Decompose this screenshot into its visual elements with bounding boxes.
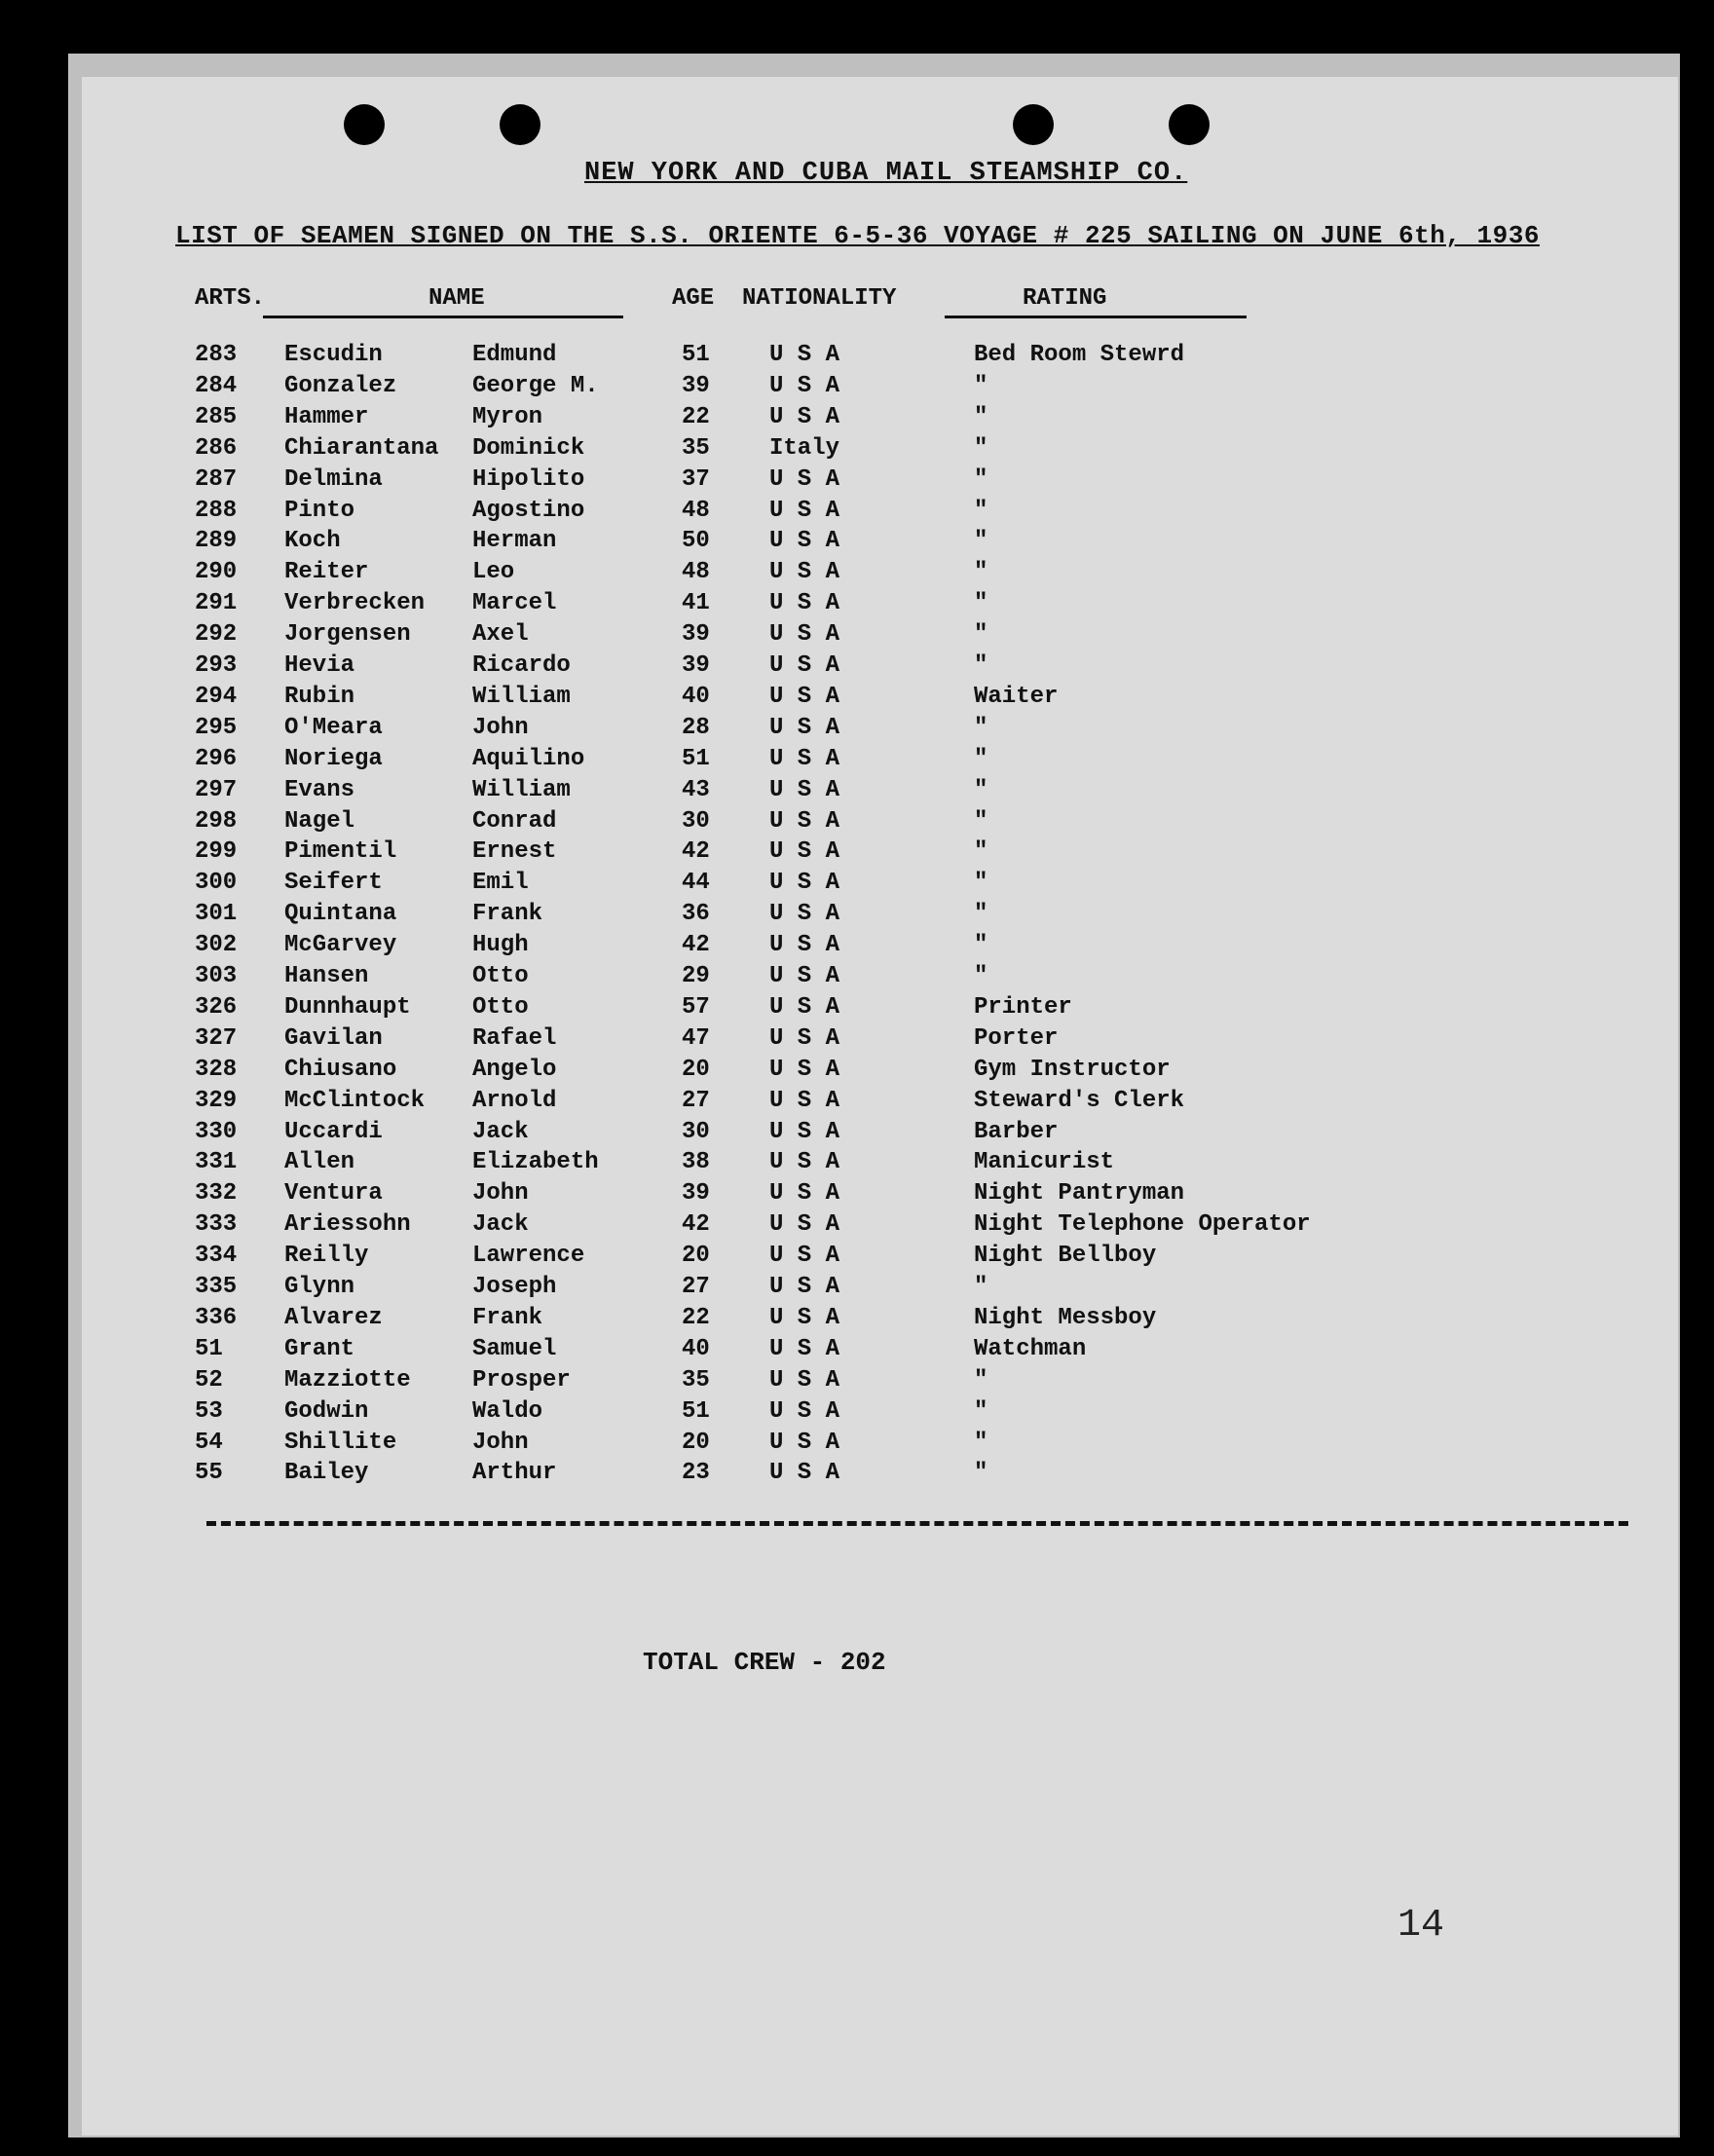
total-crew: TOTAL CREW - 202 [643, 1648, 886, 1677]
cell-rating: " [974, 528, 988, 555]
table-row [68, 528, 1680, 559]
cell-first: Axel [472, 621, 529, 649]
cell-age: 44 [682, 870, 710, 897]
cell-last: Shillite [284, 1429, 397, 1456]
cell-first: Conrad [472, 807, 557, 835]
cell-first: William [472, 776, 571, 803]
cell-age: 42 [682, 1211, 710, 1239]
cell-rating: " [974, 901, 988, 928]
table-row [68, 1367, 1680, 1398]
cell-first: Hugh [472, 932, 529, 959]
cell-age: 35 [682, 1366, 710, 1394]
cell-age: 42 [682, 932, 710, 959]
cell-rating: Watchman [974, 1335, 1087, 1362]
cell-first: Hipolito [472, 465, 585, 493]
cell-first: Leo [472, 559, 515, 586]
cell-rating: " [974, 714, 988, 741]
cell-nat: U S A [769, 1024, 840, 1052]
cell-age: 48 [682, 559, 710, 586]
cell-no: 52 [195, 1366, 223, 1394]
table-row [68, 435, 1680, 466]
table-row [68, 590, 1680, 621]
cell-age: 57 [682, 993, 710, 1021]
cell-first: John [472, 1180, 529, 1208]
cell-no: 286 [195, 434, 238, 462]
cell-no: 284 [195, 372, 238, 399]
cell-nat: U S A [769, 342, 840, 368]
cell-rating: " [974, 745, 988, 772]
table-row [68, 1336, 1680, 1367]
cell-nat: U S A [769, 1087, 840, 1114]
cell-first: John [472, 1429, 529, 1456]
cell-rating: " [974, 1429, 988, 1456]
cell-age: 23 [682, 1460, 710, 1487]
cell-no: 51 [195, 1335, 223, 1362]
cell-age: 48 [682, 497, 710, 524]
cell-first: Arnold [472, 1087, 557, 1114]
cell-age: 28 [682, 714, 710, 741]
cell-no: 329 [195, 1087, 238, 1114]
table-row [68, 994, 1680, 1025]
table-row [68, 342, 1680, 373]
cell-first: Otto [472, 963, 529, 989]
table-row [68, 808, 1680, 839]
cell-nat: U S A [769, 1274, 840, 1300]
cell-age: 30 [682, 1118, 710, 1145]
cell-nat: U S A [769, 1429, 840, 1456]
punch-hole [1013, 104, 1054, 145]
table-row [68, 1057, 1680, 1088]
cell-rating: Night Pantryman [974, 1180, 1185, 1208]
table-row [68, 404, 1680, 435]
cell-rating: " [974, 652, 988, 679]
cell-age: 27 [682, 1087, 710, 1114]
cell-no: 301 [195, 901, 238, 928]
table-row [68, 498, 1680, 529]
cell-no: 326 [195, 993, 238, 1021]
cell-age: 40 [682, 683, 710, 710]
header-name: NAME [428, 285, 485, 312]
cell-rating: " [974, 403, 988, 430]
cell-first: Agostino [472, 497, 585, 524]
cell-age: 20 [682, 1243, 710, 1270]
cell-no: 291 [195, 590, 238, 617]
list-subtitle: LIST OF SEAMEN SIGNED ON THE S.S. ORIENTE 6-5-36 VOYAGE # 225 SAILING ON JUNE 6th, 1936 [175, 221, 1540, 250]
cell-nat: Italy [769, 434, 840, 462]
punch-hole [344, 104, 385, 145]
cell-rating: Night Bellboy [974, 1243, 1157, 1270]
cell-rating: " [974, 372, 988, 399]
cell-no: 333 [195, 1211, 238, 1239]
header-rating-rule [945, 316, 1247, 318]
cell-age: 27 [682, 1274, 710, 1300]
cell-first: Herman [472, 528, 557, 555]
cell-last: Jorgensen [284, 621, 411, 649]
cell-first: Jack [472, 1118, 529, 1145]
cell-last: Noriega [284, 745, 383, 772]
table-row [68, 1430, 1680, 1461]
table-row [68, 901, 1680, 932]
cell-last: Quintana [284, 901, 397, 928]
cell-age: 20 [682, 1429, 710, 1456]
cell-last: Mazziotte [284, 1366, 411, 1394]
document-sheet [68, 54, 1680, 2137]
cell-first: Frank [472, 1304, 543, 1331]
cell-age: 51 [682, 342, 710, 368]
cell-last: Reiter [284, 559, 369, 586]
cell-no: 288 [195, 497, 238, 524]
cell-age: 20 [682, 1056, 710, 1083]
cell-last: Dunnhaupt [284, 993, 411, 1021]
cell-first: Jack [472, 1211, 529, 1239]
cell-nat: U S A [769, 745, 840, 772]
cell-rating: Porter [974, 1024, 1059, 1052]
cell-rating: Night Messboy [974, 1304, 1157, 1331]
cell-no: 327 [195, 1024, 238, 1052]
cell-nat: U S A [769, 870, 840, 897]
cell-last: Nagel [284, 807, 355, 835]
table-row [68, 1088, 1680, 1119]
table-row [68, 1180, 1680, 1211]
table-row [68, 466, 1680, 498]
cell-no: 295 [195, 714, 238, 741]
cell-nat: U S A [769, 1366, 840, 1394]
cell-no: 331 [195, 1149, 238, 1176]
cell-age: 47 [682, 1024, 710, 1052]
cell-age: 50 [682, 528, 710, 555]
cell-rating: " [974, 590, 988, 617]
cell-nat: U S A [769, 559, 840, 586]
top-fold [68, 54, 1680, 77]
cell-age: 30 [682, 807, 710, 835]
cell-rating: " [974, 776, 988, 803]
cell-no: 335 [195, 1274, 238, 1300]
cell-first: Joseph [472, 1274, 557, 1300]
cell-first: Ricardo [472, 652, 571, 679]
cell-last: Pinto [284, 497, 355, 524]
cell-no: 296 [195, 745, 238, 772]
cell-last: McGarvey [284, 932, 397, 959]
table-row [68, 1460, 1680, 1491]
cell-nat: U S A [769, 1460, 840, 1487]
cell-age: 37 [682, 465, 710, 493]
table-row [68, 1149, 1680, 1180]
cell-last: Hansen [284, 963, 369, 989]
cell-rating: Steward's Clerk [974, 1087, 1185, 1114]
cell-last: McClintock [284, 1087, 426, 1114]
cell-last: Ventura [284, 1180, 383, 1208]
cell-no: 53 [195, 1397, 223, 1425]
cell-rating: " [974, 1397, 988, 1425]
cell-last: Gavilan [284, 1024, 383, 1052]
cell-nat: U S A [769, 901, 840, 928]
header-name-rule [263, 316, 623, 318]
table-row [68, 715, 1680, 746]
cell-last: Allen [284, 1149, 355, 1176]
cell-last: Ariessohn [284, 1211, 411, 1239]
cell-no: 297 [195, 776, 238, 803]
cell-no: 54 [195, 1429, 223, 1456]
cell-no: 328 [195, 1056, 238, 1083]
cell-nat: U S A [769, 372, 840, 399]
cell-nat: U S A [769, 776, 840, 803]
cell-age: 22 [682, 403, 710, 430]
cell-first: George M. [472, 372, 599, 399]
cell-first: Otto [472, 993, 529, 1021]
cell-rating: Barber [974, 1118, 1059, 1145]
cell-nat: U S A [769, 1243, 840, 1270]
cell-rating: " [974, 963, 988, 989]
cell-nat: U S A [769, 652, 840, 679]
cell-first: Lawrence [472, 1243, 585, 1270]
cell-nat: U S A [769, 528, 840, 555]
cell-age: 22 [682, 1304, 710, 1331]
cell-last: Chiarantana [284, 434, 439, 462]
cell-last: Reilly [284, 1243, 369, 1270]
cell-rating: " [974, 465, 988, 493]
cell-nat: U S A [769, 1118, 840, 1145]
cell-last: Seifert [284, 870, 383, 897]
cell-age: 42 [682, 838, 710, 866]
table-row [68, 1211, 1680, 1243]
cell-rating: " [974, 807, 988, 835]
cell-no: 299 [195, 838, 238, 866]
cell-rating: " [974, 621, 988, 649]
cell-nat: U S A [769, 993, 840, 1021]
cell-last: Alvarez [284, 1304, 383, 1331]
cell-age: 39 [682, 621, 710, 649]
cell-nat: U S A [769, 683, 840, 710]
table-row [68, 1398, 1680, 1430]
cell-last: Gonzalez [284, 372, 397, 399]
cell-no: 332 [195, 1180, 238, 1208]
header-age: AGE [672, 285, 715, 312]
cell-no: 298 [195, 807, 238, 835]
cell-first: Emil [472, 870, 529, 897]
table-row [68, 621, 1680, 652]
cell-nat: U S A [769, 1304, 840, 1331]
cell-first: Aquilino [472, 745, 585, 772]
cell-nat: U S A [769, 497, 840, 524]
cell-no: 334 [195, 1243, 238, 1270]
cell-rating: " [974, 1274, 988, 1300]
cell-nat: U S A [769, 932, 840, 959]
cell-first: Myron [472, 403, 543, 430]
cell-last: Delmina [284, 465, 383, 493]
table-row [68, 838, 1680, 870]
cell-no: 285 [195, 403, 238, 430]
cell-last: Rubin [284, 683, 355, 710]
cell-age: 51 [682, 745, 710, 772]
page-number: 14 [1397, 1904, 1445, 1948]
table-row [68, 1274, 1680, 1305]
cell-last: O'Meara [284, 714, 383, 741]
cell-no: 289 [195, 528, 238, 555]
cell-no: 283 [195, 342, 238, 368]
cell-rating: Manicurist [974, 1149, 1115, 1176]
cell-first: Frank [472, 901, 543, 928]
cell-rating: " [974, 932, 988, 959]
cell-rating: Printer [974, 993, 1072, 1021]
cell-no: 287 [195, 465, 238, 493]
cell-nat: U S A [769, 1056, 840, 1083]
cell-nat: U S A [769, 403, 840, 430]
cell-first: William [472, 683, 571, 710]
table-row [68, 652, 1680, 684]
cell-first: Edmund [472, 342, 557, 368]
cell-first: Arthur [472, 1460, 557, 1487]
cell-last: Bailey [284, 1460, 369, 1487]
cell-no: 330 [195, 1118, 238, 1145]
cell-last: Godwin [284, 1397, 369, 1425]
cell-age: 38 [682, 1149, 710, 1176]
cell-nat: U S A [769, 590, 840, 617]
table-row [68, 870, 1680, 901]
cell-nat: U S A [769, 1149, 840, 1176]
cell-no: 55 [195, 1460, 223, 1487]
cell-last: Hammer [284, 403, 369, 430]
cell-first: Ernest [472, 838, 557, 866]
cell-rating: " [974, 1366, 988, 1394]
cell-rating: " [974, 434, 988, 462]
cell-last: Glynn [284, 1274, 355, 1300]
cell-rating: " [974, 838, 988, 866]
cell-last: Uccardi [284, 1118, 383, 1145]
cell-last: Pimentil [284, 838, 397, 866]
cell-nat: U S A [769, 838, 840, 866]
cell-last: Hevia [284, 652, 355, 679]
dashed-separator [206, 1521, 1628, 1526]
cell-nat: U S A [769, 1335, 840, 1362]
header-rating: RATING [1023, 285, 1107, 312]
cell-no: 292 [195, 621, 238, 649]
cell-nat: U S A [769, 1180, 840, 1208]
cell-no: 293 [195, 652, 238, 679]
cell-rating: " [974, 870, 988, 897]
cell-age: 40 [682, 1335, 710, 1362]
header-arts: ARTS. [195, 285, 266, 312]
table-row [68, 746, 1680, 777]
cell-nat: U S A [769, 807, 840, 835]
cell-age: 39 [682, 1180, 710, 1208]
cell-first: Elizabeth [472, 1149, 599, 1176]
table-row [68, 1025, 1680, 1057]
table-row [68, 373, 1680, 404]
cell-rating: Gym Instructor [974, 1056, 1171, 1083]
cell-first: Dominick [472, 434, 585, 462]
table-row [68, 684, 1680, 715]
cell-first: Angelo [472, 1056, 557, 1083]
cell-age: 35 [682, 434, 710, 462]
table-row [68, 963, 1680, 994]
cell-no: 303 [195, 963, 238, 989]
cell-first: Prosper [472, 1366, 571, 1394]
cell-first: John [472, 714, 529, 741]
cell-first: Marcel [472, 590, 557, 617]
cell-no: 290 [195, 559, 238, 586]
table-row [68, 559, 1680, 590]
table-row [68, 1243, 1680, 1274]
cell-age: 39 [682, 372, 710, 399]
cell-first: Samuel [472, 1335, 557, 1362]
punch-hole [500, 104, 540, 145]
cell-nat: U S A [769, 465, 840, 493]
cell-no: 336 [195, 1304, 238, 1331]
cell-age: 36 [682, 901, 710, 928]
company-title: NEW YORK AND CUBA MAIL STEAMSHIP CO. [584, 159, 1188, 188]
cell-nat: U S A [769, 1211, 840, 1239]
cell-rating: " [974, 497, 988, 524]
cell-last: Verbrecken [284, 590, 426, 617]
cell-last: Koch [284, 528, 341, 555]
cell-last: Escudin [284, 342, 383, 368]
cell-rating: Waiter [974, 683, 1059, 710]
cell-nat: U S A [769, 1397, 840, 1425]
table-row [68, 932, 1680, 963]
cell-rating: " [974, 559, 988, 586]
cell-age: 39 [682, 652, 710, 679]
cell-rating: Night Telephone Operator [974, 1211, 1311, 1239]
cell-no: 294 [195, 683, 238, 710]
cell-last: Chiusano [284, 1056, 397, 1083]
cell-nat: U S A [769, 621, 840, 649]
cell-first: Waldo [472, 1397, 543, 1425]
cell-rating: Bed Room Stewrd [974, 342, 1185, 368]
punch-hole [1169, 104, 1210, 145]
cell-rating: " [974, 1460, 988, 1487]
cell-age: 29 [682, 963, 710, 989]
table-row [68, 1305, 1680, 1336]
table-row [68, 1119, 1680, 1150]
cell-no: 302 [195, 932, 238, 959]
cell-first: Rafael [472, 1024, 557, 1052]
cell-last: Grant [284, 1335, 355, 1362]
cell-nat: U S A [769, 963, 840, 989]
cell-age: 51 [682, 1397, 710, 1425]
cell-no: 300 [195, 870, 238, 897]
cell-age: 43 [682, 776, 710, 803]
header-nationality: NATIONALITY [742, 285, 897, 312]
cell-last: Evans [284, 776, 355, 803]
cell-nat: U S A [769, 714, 840, 741]
cell-age: 41 [682, 590, 710, 617]
table-row [68, 777, 1680, 808]
